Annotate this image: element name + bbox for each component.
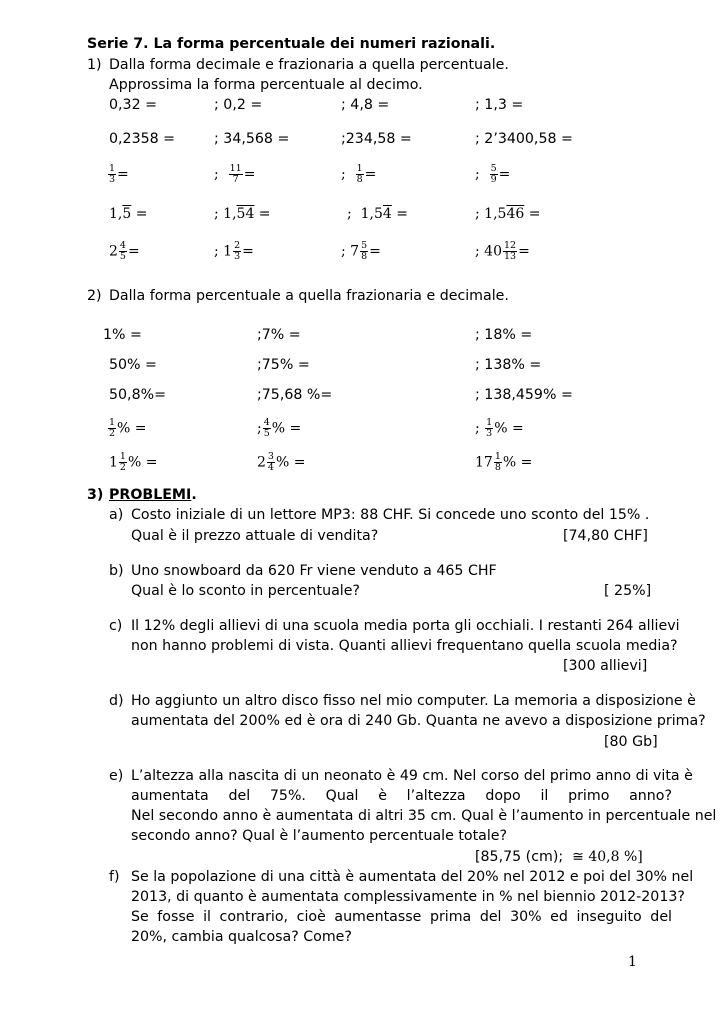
exercise-item: 17 $\frac{1}{8}$ % = — [475, 451, 533, 473]
exercise-item: 1 $\frac{1}{2}$ % = — [109, 451, 158, 473]
exercise-item: ; 7 $\frac{5}{8}$ = — [341, 240, 381, 262]
problem-text: Qual è il prezzo attuale di vendita? — [131, 528, 379, 544]
fraction: $\frac{4}{5}$ — [119, 240, 126, 262]
problem-text: Nel secondo anno è aumentata di altri 35 cm. Qual è l’aumento in percentuale nel — [131, 808, 717, 824]
exercise-item: ; $\frac{1}{8}$ = — [341, 163, 377, 185]
problem-answer: [80 Gb] — [604, 734, 658, 750]
fraction: $\frac{5}{9}$ — [490, 163, 497, 185]
exercise-item: 2 $\frac{4}{5}$ = — [109, 240, 140, 262]
exercise-item: ; 1,3 = — [475, 97, 524, 113]
exercise-item: ; 1,54 = — [347, 206, 408, 222]
fraction: $\frac{5}{8}$ — [361, 240, 368, 262]
problem-text: aumentata del 200% ed è ora di 240 Gb. Quanta ne avevo a disposizione prima? — [131, 713, 706, 729]
fraction: $\frac{11}{7}$ — [229, 163, 242, 185]
fraction: $\frac{1}{3}$ — [486, 417, 493, 439]
fraction: $\frac{1}{2}$ — [109, 417, 116, 439]
problem-text: aumentata del 75%. Qual è l’altezza dopo il primo anno? — [131, 788, 672, 804]
exercise-item: ; 138,459% = — [475, 387, 573, 403]
section-1-heading: Dalla forma decimale e frazionaria a quella percentuale. — [109, 57, 509, 73]
problem-text: Se fosse il contrario, cioè aumentasse prima del 30% ed inseguito del — [131, 909, 672, 925]
section-3-number: 3) — [87, 487, 104, 503]
exercise-item: $\frac{1}{2}$ % = — [109, 417, 147, 439]
section-2-heading: Dalla forma percentuale a quella frazionaria e decimale. — [109, 288, 509, 304]
fraction: $\frac{1}{2}$ — [119, 451, 126, 473]
exercise-item: ; $\frac{1}{3}$ % = — [475, 417, 524, 439]
problem-answer: [300 allievi] — [563, 658, 648, 674]
fraction: $\frac{12}{13}$ — [503, 240, 517, 262]
exercise-item: $\frac{1}{3}$ = — [109, 163, 129, 185]
exercise-item: ; 34,568 = — [214, 131, 290, 147]
exercise-item: ; 1,54 = — [214, 206, 271, 222]
exercise-item: ; $\frac{5}{9}$ = — [475, 163, 511, 185]
problem-text: Uno snowboard da 620 Fr viene venduto a 465 CHF — [131, 563, 497, 579]
exercise-item: ; $\frac{4}{5}$ % = — [257, 417, 302, 439]
problem-label: e) — [109, 768, 124, 784]
problem-text: Qual è lo sconto in percentuale? — [131, 583, 360, 599]
problem-label: d) — [109, 693, 124, 709]
section-2-number: 2) — [87, 288, 102, 304]
page-title: Serie 7. La forma percentuale dei numeri razionali. — [87, 36, 496, 52]
exercise-item: ; 1 $\frac{2}{3}$ = — [214, 240, 254, 262]
problem-text: 20%, cambia qualcosa? Come? — [131, 929, 352, 945]
fraction: $\frac{1}{8}$ — [356, 163, 363, 185]
problem-text: Ho aggiunto un altro disco fisso nel mio computer. La memoria a disposizione è — [131, 693, 696, 709]
problem-text: 2013, di quanto è aumentata complessivamente in % nel biennio 2012-2013? — [131, 889, 685, 905]
page-number: 1 — [628, 954, 637, 970]
fraction: $\frac{1}{3}$ — [109, 163, 116, 185]
exercise-item: ;75,68 %= — [257, 387, 333, 403]
exercise-item: ; $\frac{11}{7}$ = — [214, 163, 256, 185]
section-3-heading: PROBLEMI. — [109, 487, 197, 503]
fraction: $\frac{3}{4}$ — [267, 451, 274, 473]
exercise-item: ; 18% = — [475, 327, 533, 343]
problem-label: c) — [109, 618, 123, 634]
fraction: $\frac{2}{3}$ — [234, 240, 241, 262]
problem-answer: [ 25%] — [604, 583, 652, 599]
exercise-item: ; 138% = — [475, 357, 542, 373]
problem-label: b) — [109, 563, 124, 579]
exercise-item: ;7% = — [257, 327, 301, 343]
exercise-item: ; 1,546 = — [475, 206, 541, 222]
problem-text: Se la popolazione di una città è aumentata del 20% nel 2012 e poi del 30% nel — [131, 869, 694, 885]
fraction: $\frac{1}{8}$ — [494, 451, 501, 473]
problem-answer: [74,80 CHF] — [563, 528, 648, 544]
exercise-item: ;75% = — [257, 357, 310, 373]
exercise-item: ; 4,8 = — [341, 97, 390, 113]
exercise-item: 50,8%= — [109, 387, 166, 403]
problem-answer: [85,75 (cm); ≅ 40,8 %] — [475, 849, 643, 865]
exercise-item: ; 0,2 = — [214, 97, 263, 113]
problem-text: non hanno problemi di vista. Quanti allievi frequentano quella scuola media? — [131, 638, 678, 654]
problem-text: L’altezza alla nascita di un neonato è 49 cm. Nel corso del primo anno di vita è — [131, 768, 693, 784]
exercise-item: 0,32 = — [109, 97, 157, 113]
problem-label: f) — [109, 869, 120, 885]
exercise-item: ; 40 $\frac{12}{13}$ = — [475, 240, 530, 262]
exercise-item: 0,2358 = — [109, 131, 176, 147]
problem-text: secondo anno? Qual è l’aumento percentuale totale? — [131, 828, 508, 844]
exercise-item: 2 $\frac{3}{4}$ % = — [257, 451, 306, 473]
fraction: $\frac{4}{5}$ — [263, 417, 270, 439]
problem-label: a) — [109, 507, 124, 523]
section-1-instruction: Approssima la forma percentuale al decimo. — [109, 77, 423, 93]
exercise-item: 50% = — [109, 357, 157, 373]
section-1-number: 1) — [87, 57, 102, 73]
problem-text: Costo iniziale di un lettore MP3: 88 CHF. Si concede uno sconto del 15% . — [131, 507, 650, 523]
problem-text: Il 12% degli allievi di una scuola media porta gli occhiali. I restanti 264 allievi — [131, 618, 680, 634]
exercise-item: 1% = — [103, 327, 142, 343]
exercise-item: ; 2’3400,58 = — [475, 131, 573, 147]
exercise-item: ;234,58 = — [341, 131, 412, 147]
exercise-item: 1,5 = — [109, 206, 148, 222]
